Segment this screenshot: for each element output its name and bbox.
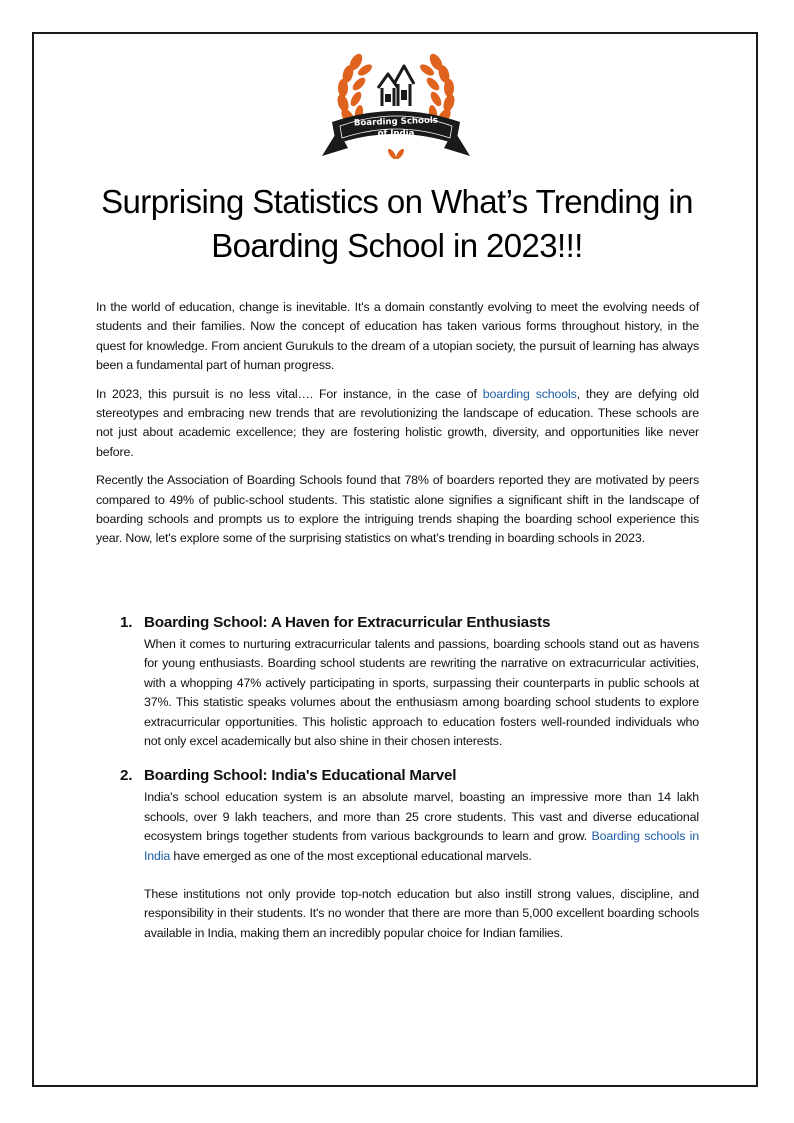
section-2: [120, 765, 699, 943]
logo-text-line1: Boarding Schools: [353, 115, 439, 129]
section-2-paragraph-2: These institutions not only provide top-notch education but also instill strong values, discipline, and responsibility in their students. It's no wonder that there are more than 5,000 excellent boarding schools available in India, making them an incredibly popular choice for Indian families.: [144, 887, 699, 940]
section-title: Boarding School: India's Educational Marvel: [144, 767, 457, 785]
section-1: [120, 612, 699, 751]
section-title: Boarding School: A Haven for Extracurricular Enthusiasts: [144, 614, 551, 631]
boarding-schools-link[interactable]: boarding schools: [482, 386, 577, 401]
section-number: 2.: [120, 767, 133, 785]
document-title: [60, 180, 734, 268]
sprig-icon: [387, 148, 406, 161]
intro-paragraph-3: Recently the Association of Boarding Schools found that 78% of boarders reported they are motivated by peers compared to 49% of public-school students. This statistic alone signifies a significant shift in the landscape of boarding schools and prompts us to explore the intriguing trends shaping the boarding school experience this year. Now, let's explore some of the surprising statistics on what’s trending in boarding schools in 2023.: [96, 473, 699, 546]
intro-paragraph-2-text-before: In 2023, this pursuit is no less vital…. For instance, in the case of: [96, 386, 483, 401]
section-1-paragraph-1: When it comes to nurturing extracurricular talents and passions, boarding schools stand out as havens for young enthusiasts. Boarding school students are rewriting the narrative on extracurricular activities, with a whopping 47% actively participating in sports, surpassing their counterparts in public schools at 37%. This statistic speaks volumes about the enthusiasm among boarding school students to explore extracurricular opportunities. This holistic approach to education fosters well-rounded individuals who not only excel academically but also shine in their chosen interests.: [144, 637, 699, 749]
intro-paragraph-1: In the world of education, change is inevitable. It's a domain constantly evolving to meet the evolving needs of students and their families. Now the concept of education has taken various forms throughout history, in the quest for knowledge. From ancient Gurukuls to the dream of a utopian society, the pursuit of learning has always been a fundamental part of human progress.: [96, 300, 699, 373]
numbered-sections: [120, 612, 699, 957]
houses-icon: [378, 66, 414, 106]
section-2-text-before: India's school education system is an absolute marvel, boasting an impressive more than 14 lakh schools, over 9 lakh teachers, and more than 25 crore students. This vast and diverse educational ecosystem brings together students from various backgrounds to learn and grow.: [144, 790, 699, 844]
logo-text-line2: of India: [377, 129, 415, 139]
document-title-line2: Boarding School in 2023!!!: [211, 227, 583, 264]
section-number: 1.: [120, 614, 133, 631]
document-title-line1: Surprising Statistics on What’s Trending in: [101, 183, 693, 220]
section-heading: [120, 612, 699, 634]
section-2-paragraph-1: [144, 788, 699, 866]
section-heading: [120, 765, 699, 787]
section-body: [120, 788, 699, 943]
intro-paragraph-2: [96, 385, 699, 463]
section-body: [120, 635, 699, 751]
intro-paragraph-2-text-after: , they are defying old stereotypes and embracing new trends that are revolutionizing the landscape of education. These schools are not just about academic excellence; they are fostering holistic growth, diversity, and opportunities like never before.: [96, 386, 700, 459]
boarding-schools-of-india-logo: [318, 44, 474, 164]
boarding-schools-in-india-link[interactable]: Boarding schools in India: [144, 829, 699, 863]
section-2-text-after: have emerged as one of the most exceptional educational marvels.: [170, 848, 532, 863]
intro-content: [96, 298, 699, 558]
